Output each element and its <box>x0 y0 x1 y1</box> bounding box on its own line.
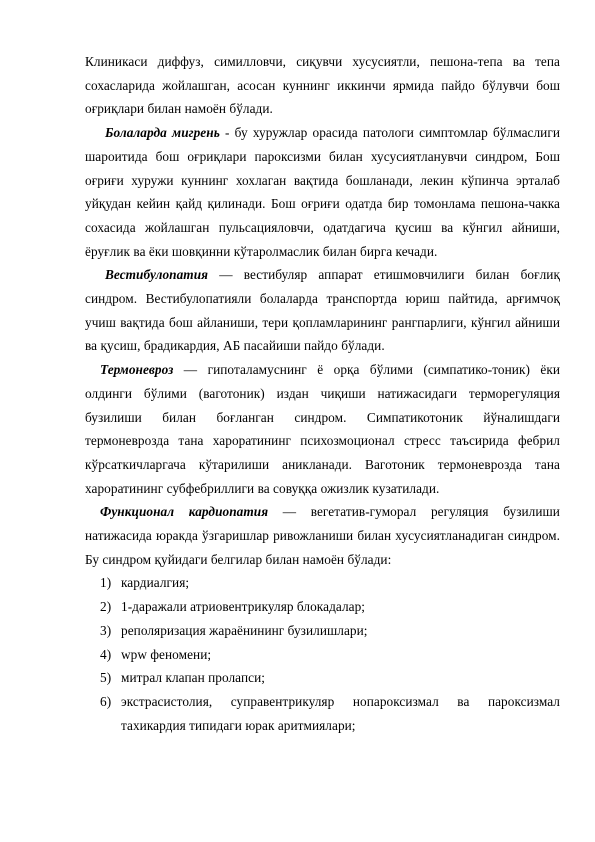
list-item-text: экстрасистолия, суправентрикуляр нопароксизмал ва пароксизмал тахикардия типидаги юрак аритмиялари; <box>121 693 560 733</box>
list-item-number: 5) <box>100 670 112 686</box>
list-item <box>85 666 560 690</box>
list-item <box>85 690 560 737</box>
list-item <box>85 643 560 667</box>
paragraph-text: — вестибуляр аппарат етишмовчилиги билан боғлиқ синдром. Вестибулопатияли болаларда транспортда юриш пайтида, арғимчоқ учиш вақтида бош айланиши, тери қопламларининг рангпарлиги, кўнгил айниши ва қусиш, брадикардия, АБ пасайиши пайдо бўлади. <box>85 267 560 354</box>
paragraph-text: - бу хуружлар орасида патологи симптомлар бўлмаслиги шароитида бош оғриқлари пароксизми билан хусусиятланувчи синдром, Бош оғриғи хуружи куннинг хохлаган вақтида бошланади, лекин кўпинча эрталаб уйқудан кейин қайд қилинади. Бош оғриғи одатда бир томонлама пешона-чакка сохасида жойлашган пульсацияловчи, одатдагича қусиш ва кўнгил айниши, ёруғлик ва ёки шовқинни кўтаролмаслик билан бирга кечади. <box>85 125 560 259</box>
list-item <box>85 571 560 595</box>
document-page <box>85 50 560 737</box>
list-item-text: митрал клапан пролапси; <box>121 670 265 686</box>
term-thermoneurosis: Термоневроз <box>100 362 174 378</box>
list-item-text: 1-даражали атриовентрикуляр блокадалар; <box>121 599 366 615</box>
list-item <box>85 619 560 643</box>
paragraph-text: Клиникаси диффуз, симилловчи, сиқувчи хусусиятли, пешона-тепа ва тепа сохасларида жойлашган, асосан куннинг иккинчи ярмида пайдо бўлувчи бош оғриқлари билан намоён бўлади. <box>85 54 560 117</box>
list-item-number: 4) <box>100 646 112 662</box>
list-item-number: 1) <box>100 575 112 591</box>
symptom-list <box>85 571 560 737</box>
paragraph-vestibulopathy <box>85 263 560 358</box>
list-item-number: 2) <box>100 599 112 615</box>
paragraph-text: — вегетатив-гуморал регуляция бузилиши натижасида юракда ўзгаришлар ривожланиши билан хусусиятланадиган синдром. Бу синдром қуйидаги белгилар билан намоён бўлади: <box>85 504 560 567</box>
list-item-number: 6) <box>100 693 112 709</box>
term-cardiopathy: Функционал кардиопатия <box>100 504 269 520</box>
list-item-number: 3) <box>100 622 112 638</box>
list-item <box>85 595 560 619</box>
list-item-text: реполяризация жараёнининг бузилишлари; <box>121 622 368 638</box>
paragraph-thermoneurosis <box>85 358 560 500</box>
list-item-text: кардиалгия; <box>121 575 190 591</box>
term-migraine: Болаларда мигрень <box>105 125 220 141</box>
term-vestibulopathy: Вестибулопатия <box>105 267 209 283</box>
paragraph-text: — гипоталамуснинг ё орқа бўлими (симпатико-тоник) ёки олдинги бўлими (ваготоник) издан чиқиши натижасидаги терморегуляция бузилиши билан боғланган синдром. Симпатикотоник йўналишдаги термоневрозда тана хароратининг психозмоционал стресс таъсирида фебрил кўрсаткичларгача кўтарилиши аникланади. Ваготоник термоневрозда тана хароратининг субфебриллиги ва совуққа ожизлик кузатилади. <box>85 362 560 496</box>
paragraph-migraine <box>85 121 560 263</box>
list-item-text: wpw феномени; <box>121 646 212 662</box>
paragraph-clinic <box>85 50 560 121</box>
paragraph-cardiopathy <box>85 500 560 571</box>
